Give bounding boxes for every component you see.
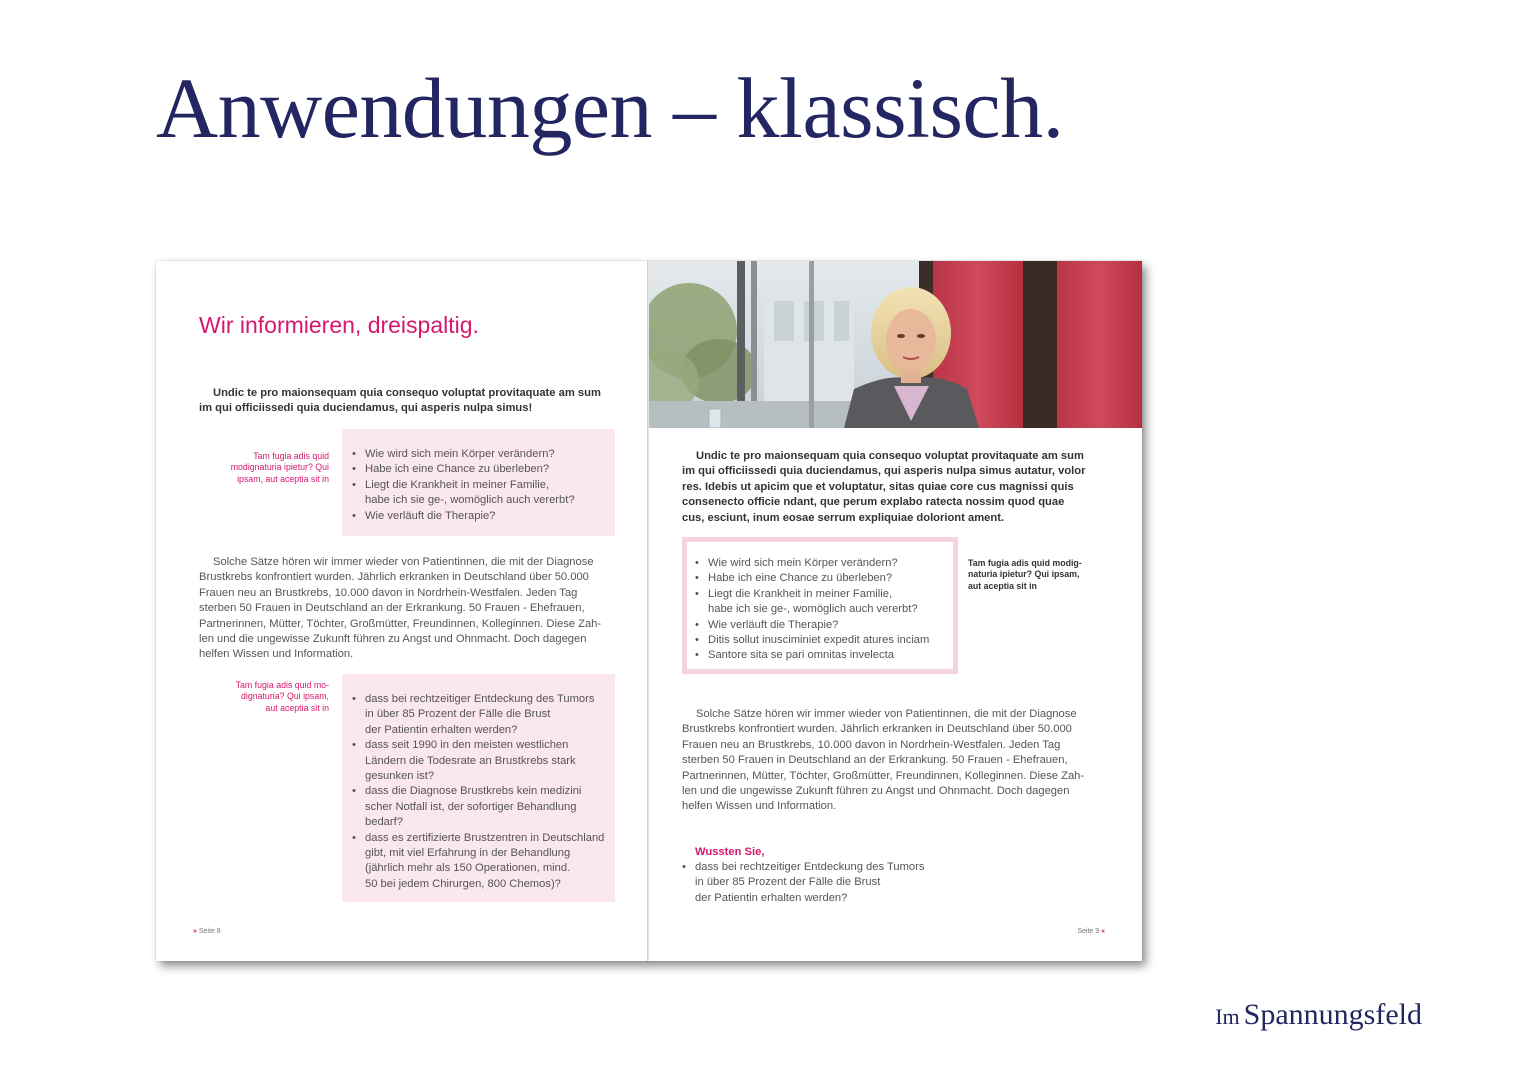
lead-line: consenecto officie ndant, que perum explabo ratecta nossim quod quae — [682, 496, 1065, 509]
side-note-line: Tam fugia adis quid — [253, 451, 329, 461]
side-note-line: modignaturia ipietur? Qui — [230, 462, 329, 473]
slide-title: Anwendungen – klassisch. — [156, 60, 1064, 156]
portrait-photo-illustration — [649, 261, 1142, 428]
list-item: • Habe ich eine Chance zu überleben? — [346, 462, 575, 477]
body-line: helfen Wissen und Information. — [199, 648, 354, 661]
folio-mark: « — [1101, 928, 1105, 935]
list-item: • dass es zertifizierte Brustzentren in Deutschland gibt, mit viel Erfahrung in der Behandlung (jährlich mehr als 150 Operationen, mind. 50 bei jedem Chirurgen, 800 Chemos)? — [346, 831, 604, 893]
lead-line: im qui officiissedi quia duciendamus, qui asperis nulpa simus! — [199, 402, 533, 415]
brand-name: Spannungsfeld — [1243, 998, 1422, 1031]
side-note-line: ipsam, aut aceptia sit in — [237, 473, 329, 484]
question-list — [689, 556, 929, 664]
list-item: • Liegt die Krankheit in meiner Familie, habe ich sie ge-, womöglich auch vererbt? — [689, 587, 929, 618]
list-item: • Wie wird sich mein Körper verändern? — [689, 556, 929, 571]
body-line: sterben 50 Frauen in Deutschland an der Erkrankung. 50 Frauen - Ehefrauen, — [682, 754, 1068, 767]
body-line: len und die ungewisse Zukunft führen zu Angst und Ohnmacht. Doch dagegen — [199, 633, 587, 646]
side-note-line: naturia ipietur? Qui ipsam, — [968, 569, 1080, 580]
did-you-know-list — [676, 860, 924, 906]
body-line: Solche Sätze hören wir immer wieder von Patientinnen, die mit der Diagnose — [213, 556, 594, 568]
page-heading: Wir informieren, dreispaltig. — [199, 312, 479, 338]
list-item: • dass bei rechtzeitiger Entdeckung des Tumors in über 85 Prozent der Fälle die Brust der Patientin erhalten werden? — [346, 692, 604, 738]
left-page — [156, 261, 647, 961]
facts-list — [346, 692, 604, 892]
list-item: • Santore sita se pari omnitas invelecta — [689, 648, 929, 663]
lead-paragraph — [199, 386, 629, 417]
list-item: • Wie verläuft die Therapie? — [346, 509, 575, 524]
folio-text: Seite 8 — [198, 928, 221, 935]
side-note-line: Tam fugia adis quid mo- — [235, 680, 329, 690]
page-number — [193, 928, 221, 935]
side-note — [196, 451, 329, 485]
list-item: • Liegt die Krankheit in meiner Familie, habe ich sie ge-, womöglich auch vererbt? — [346, 478, 575, 509]
list-item: • dass die Diagnose Brustkrebs kein medizini scher Notfall ist, der sofortiger Behandlung bedarf? — [346, 784, 604, 830]
body-paragraph — [682, 707, 1122, 815]
brand-prefix: Im — [1215, 1004, 1240, 1029]
list-item: • Habe ich eine Chance zu überleben? — [689, 571, 929, 586]
lead-line: cus, esciunt, inum eosae serrum expliquiae doloriont ament. — [682, 511, 1005, 524]
body-line: Partnerinnen, Mütter, Töchter, Großmütter, Freundinnen, Kolleginnen. Diese Zah- — [199, 617, 602, 630]
lead-line: im qui officiissedi quia duciendamus, qui asperis nulpa simus autatur, volor — [682, 465, 1086, 478]
lead-line: res. Idebis ut apicim que et voluptatur, sitas quiae core cus magnissi quis — [682, 480, 1074, 493]
lead-line: Undic te pro maionsequam quia consequo voluptat provitaquate am sum — [696, 450, 1084, 462]
lead-paragraph — [682, 449, 1122, 526]
page-number — [1077, 928, 1105, 935]
portrait-photo — [649, 261, 1142, 428]
body-line: Brustkrebs konfrontiert wurden. Jährlich erkranken in Deutschland über 50.000 — [199, 571, 589, 584]
question-box — [342, 429, 615, 536]
did-you-know-title: Wussten Sie, — [695, 846, 765, 858]
body-line: len und die ungewisse Zukunft führen zu Angst und Ohnmacht. Doch dagegen — [682, 785, 1070, 798]
body-line: Partnerinnen, Mütter, Töchter, Großmütter, Freundinnen, Kolleginnen. Diese Zah- — [682, 769, 1085, 782]
list-item: • Ditis sollut inusciminiet expedit atures inciam — [689, 633, 929, 648]
side-note-line: aut aceptia sit in — [968, 580, 1037, 591]
body-line: Frauen neu an Brustkrebs, 10.000 davon in Nordrhein-Westfalen. Jeden Tag — [199, 586, 578, 599]
body-line: Frauen neu an Brustkrebs, 10.000 davon in Nordrhein-Westfalen. Jeden Tag — [682, 738, 1061, 751]
body-line: helfen Wissen und Information. — [682, 800, 837, 813]
question-box — [682, 537, 958, 674]
right-page — [649, 261, 1142, 961]
body-line: sterben 50 Frauen in Deutschland an der Erkrankung. 50 Frauen - Ehefrauen, — [199, 602, 585, 615]
question-list — [346, 447, 575, 524]
body-line: Solche Sätze hören wir immer wieder von Patientinnen, die mit der Diagnose — [696, 708, 1077, 720]
side-note — [968, 558, 1108, 592]
facts-box — [342, 674, 615, 902]
list-item: • Wie wird sich mein Körper verändern? — [346, 447, 575, 462]
list-item: • dass seit 1990 in den meisten westlichen Ländern die Todesrate an Brustkrebs stark gesunken ist? — [346, 738, 604, 784]
folio-mark: » — [193, 928, 197, 935]
list-item: • Wie verläuft die Therapie? — [689, 618, 929, 633]
side-note-line: dignaturia? Qui ipsam, — [240, 691, 329, 702]
side-note-line: Tam fugia adis quid modig- — [968, 558, 1082, 568]
body-line: Brustkrebs konfrontiert wurden. Jährlich erkranken in Deutschland über 50.000 — [682, 723, 1072, 736]
body-paragraph — [199, 555, 629, 663]
brochure-spread — [156, 261, 1142, 961]
lead-line: Undic te pro maionsequam quia consequo voluptat provitaquate am sum — [213, 387, 601, 399]
side-note — [196, 680, 329, 714]
side-note-line: aut aceptia sit in — [265, 702, 329, 713]
folio-text: Seite 9 — [1077, 928, 1100, 935]
brand-footer — [1215, 998, 1422, 1032]
list-item: • dass bei rechtzeitiger Entdeckung des Tumors in über 85 Prozent der Fälle die Brust der Patientin erhalten werden? — [676, 860, 924, 906]
